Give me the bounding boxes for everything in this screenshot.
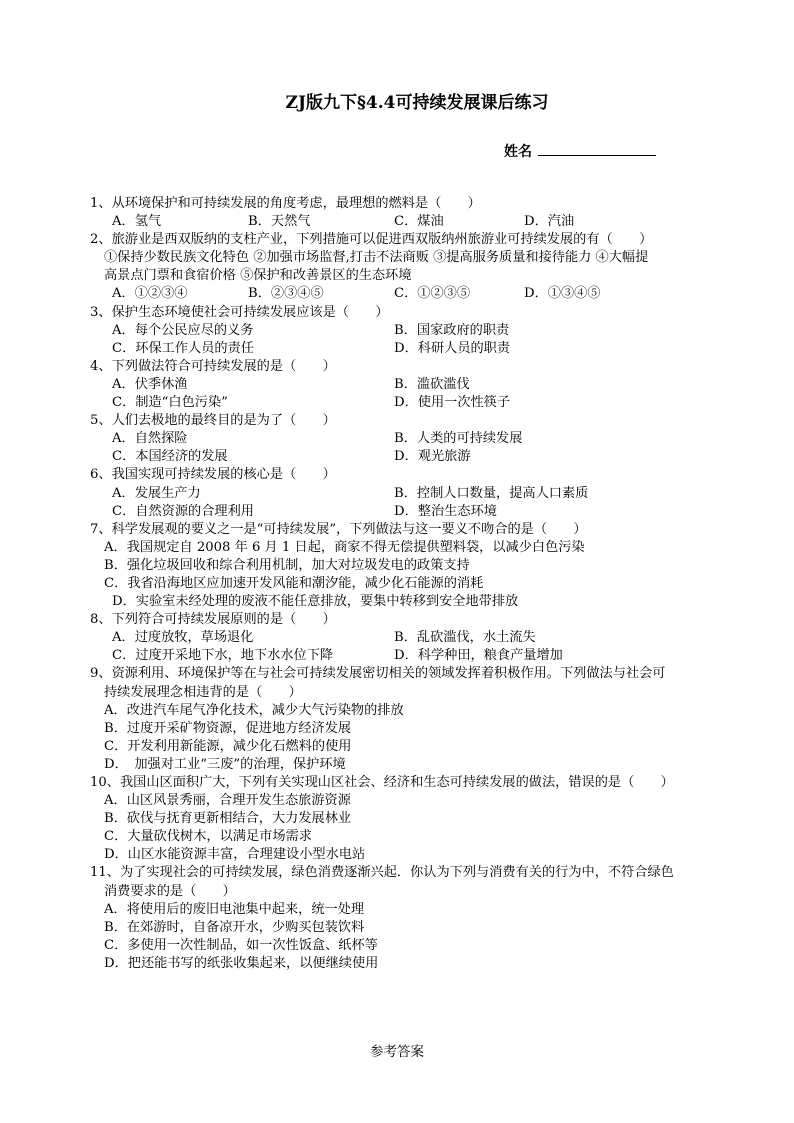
- question-1-stem: 1、从环境保护和可持续发展的角度考虑，最理想的燃料是（ ）: [90, 196, 481, 211]
- option: C．制造“白色污染”: [112, 395, 228, 411]
- option: A．自然探险: [112, 431, 188, 447]
- question-5-options-row: [90, 430, 720, 448]
- option: A．过度放牧，草场退化: [112, 630, 254, 646]
- option: B．砍伐与抚育更新相结合，大力发展林业: [104, 811, 352, 827]
- question-2-stem-extra: ①保持少数民族文化特色 ②加强市场监督,打击不法商贩 ③提高服务质量和接待能力 ④大幅提: [104, 250, 649, 266]
- option: B．国家政府的职责: [394, 322, 510, 338]
- question-2-options: [90, 285, 720, 303]
- question-8-stem: 8、下列符合可持续发展原则的是（ ）: [90, 612, 336, 628]
- question-9-stem-cont: 持续发展理念相违背的是（ ）: [104, 684, 302, 700]
- name-field: [504, 141, 656, 161]
- option: D． 加强对工业“三废”的治理，保护环境: [104, 756, 346, 772]
- option: D．整治生态环境: [394, 503, 497, 519]
- option: B．强化垃圾回收和综合利用机制，加大对垃圾发电的政策支持: [104, 557, 470, 573]
- option: D．山区水能资源丰富，合理建设小型水电站: [104, 847, 366, 863]
- question-5-stem: 5、人们去极地的最终目的是为了（ ）: [90, 413, 336, 429]
- question-4-options-row: [90, 376, 720, 394]
- question-8-options-row: [90, 629, 720, 647]
- answer-key-heading: 参考答案: [370, 1044, 424, 1060]
- option: B．过度开采矿物资源，促进地方经济发展: [104, 720, 352, 736]
- option: D．汽油: [524, 214, 575, 230]
- option: A．我国规定自 2008 年 6 月 1 日起，商家不得无偿提供塑料袋，以减少白色污染: [104, 539, 585, 555]
- option: D．科学种田，粮食产量增加: [394, 648, 563, 664]
- question-7-stem: 7、科学发展观的要义之一是“可持续发展”，下列做法与这一要义不吻合的是（ ）: [90, 521, 587, 537]
- question-8-options-row: [90, 647, 720, 665]
- name-label: 姓名: [504, 144, 532, 160]
- option: C．大量砍伐树木，以满足市场需求: [104, 829, 312, 845]
- option: A．①②③④: [112, 286, 188, 302]
- option: C．过度开采地下水，地下水水位下降: [112, 648, 334, 664]
- option: C．①②③⑤: [394, 286, 471, 302]
- question-1-options: [90, 213, 720, 231]
- option: C．开发利用新能源，减少化石燃料的使用: [104, 738, 352, 754]
- option: A．发展生产力: [112, 485, 201, 501]
- question-2-stem: 2、旅游业是西双版纳的支柱产业，下列措施可以促进西双版纳州旅游业可持续发展的有（ ）: [90, 232, 653, 248]
- option: C．自然资源的合理利用: [112, 503, 254, 519]
- name-blank-line: [538, 141, 656, 156]
- question-2-stem-extra: 高景点门票和食宿价格 ⑤保护和改善景区的生态环境: [104, 268, 412, 284]
- question-list: [90, 195, 720, 973]
- option: B．在郊游时，自备凉开水，少购买包装饮料: [104, 919, 365, 935]
- option: D．科研人员的职责: [394, 340, 511, 356]
- option: A．每个公民应尽的义务: [112, 322, 254, 338]
- option: B．②③④⑤: [248, 286, 324, 302]
- option: B．控制人口数量，提高人口素质: [394, 485, 589, 501]
- option: D．把还能书写的纸张收集起来，以便继续使用: [104, 955, 379, 971]
- option: C．我省沿海地区应加速开发风能和潮汐能，减少化石能源的消耗: [104, 575, 484, 591]
- question-5-options-row: [90, 448, 720, 466]
- question-10-stem: 10、我国山区面积广大，下列有关实现山区社会、经济和生态可持续发展的做法，错误的是（ ）: [90, 775, 674, 790]
- option: B．滥砍滥伐: [394, 376, 470, 392]
- question-3-stem: 3、保护生态环境使社会可持续发展应该是（ ）: [90, 304, 389, 320]
- question-6-options-row: [90, 503, 720, 521]
- option: A．将使用后的废旧电池集中起来，统一处理: [104, 901, 365, 917]
- option: B．乱砍滥伐，水土流失: [394, 630, 536, 646]
- option: C．本国经济的发展: [112, 449, 228, 465]
- option: D．实验室未经处理的废液不能任意排放，要集中转移到安全地带排放: [112, 594, 519, 610]
- question-9-stem: 9、资源利用、环境保护等在与社会可持续发展密切相关的领域发挥着积极作用。下列做法与社会可: [90, 666, 666, 682]
- option: C．环保工作人员的责任: [112, 340, 254, 356]
- option: D．使用一次性筷子: [394, 395, 511, 411]
- option: A．伏季休渔: [112, 376, 188, 392]
- option: D．①③④⑤: [524, 286, 601, 302]
- question-4-options-row: [90, 394, 720, 412]
- option: A．改进汽车尾气净化技术，减少大气污染物的排放: [104, 702, 404, 718]
- question-3-options-row: [90, 322, 720, 340]
- page-title: ZJ版九下§4.4可持续发展课后练习: [285, 93, 549, 113]
- option: A．氢气: [112, 214, 162, 230]
- option: D．观光旅游: [394, 449, 471, 465]
- question-4-stem: 4、下列做法符合可持续发展的是（ ）: [90, 358, 336, 374]
- question-11-stem: 11、为了实现社会的可持续发展，绿色消费逐渐兴起．你认为下列与消费有关的行为中，不符合绿色: [90, 865, 674, 881]
- option: B．天然气: [248, 214, 311, 230]
- option: C．多使用一次性制品，如一次性饭盒、纸杯等: [104, 937, 378, 953]
- option: A．山区风景秀丽，合理开发生态旅游资源: [104, 793, 351, 809]
- question-11-stem-cont: 消费要求的是（ ）: [104, 883, 236, 899]
- question-3-options-row: [90, 340, 720, 358]
- question-6-stem: 6、我国实现可持续发展的核心是（ ）: [90, 467, 336, 483]
- option: B．人类的可持续发展: [394, 431, 523, 447]
- question-6-options-row: [90, 485, 720, 503]
- option: C．煤油: [394, 214, 444, 230]
